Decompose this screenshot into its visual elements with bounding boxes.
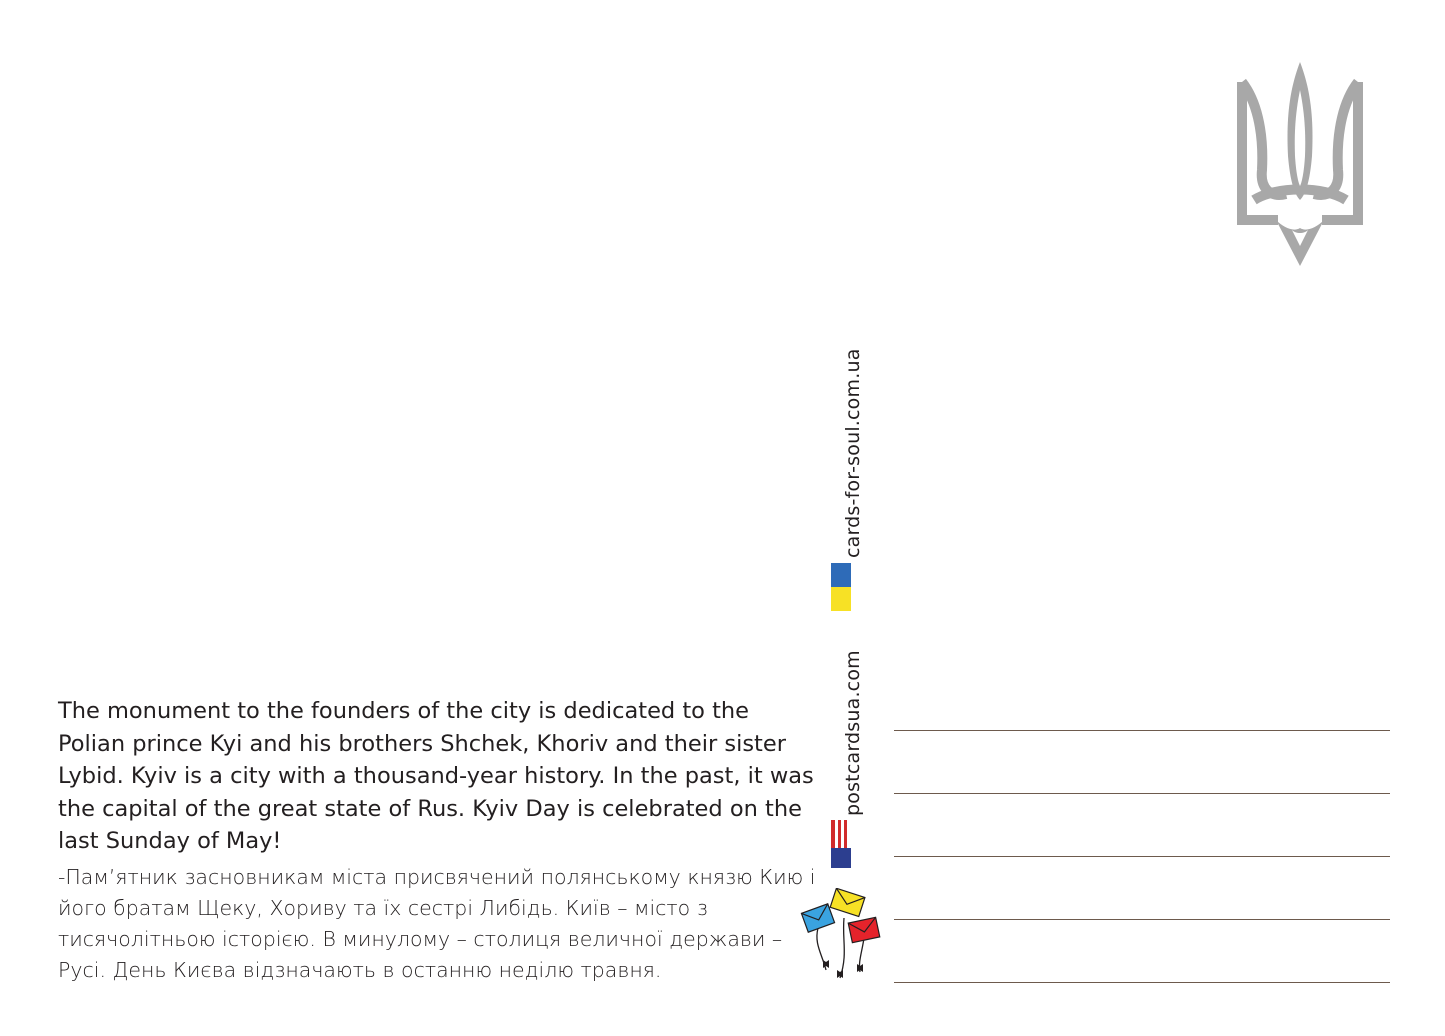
- ukraine-flag-icon: [831, 563, 851, 611]
- website-ua-text: cards-for-soul.com.ua: [842, 348, 864, 558]
- description-english: The monument to the founders of the city is dedicated to the Polian prince Kyi and his brothers Shchek, Khoriv and their sister Lybid. Kyiv is a city with a thousand-year history. In the past, it was the capital of the great state of Rus. Kyiv Day is celebrated on the last Sunday of May!: [58, 698, 814, 854]
- address-line: [894, 856, 1390, 857]
- trident-emblem-icon: [1236, 60, 1364, 268]
- description-ukrainian: -Пам’ятник засновникам міста присвячений полянському князю Кию і його братам Щеку, Хориву та їх сестрі Либідь. Київ – місто з тисячолітньою історією. В минулому – столиця величної держави – Русі. День Києва відзначають в останню неділю травня.: [58, 865, 816, 982]
- address-line: [894, 919, 1390, 920]
- address-line: [894, 793, 1390, 794]
- flying-envelopes-icon: [796, 888, 886, 988]
- address-line: [894, 982, 1390, 983]
- website-us-text: postcardsua.com: [842, 650, 864, 816]
- usa-flag-icon: [831, 820, 851, 868]
- address-line: [894, 730, 1390, 731]
